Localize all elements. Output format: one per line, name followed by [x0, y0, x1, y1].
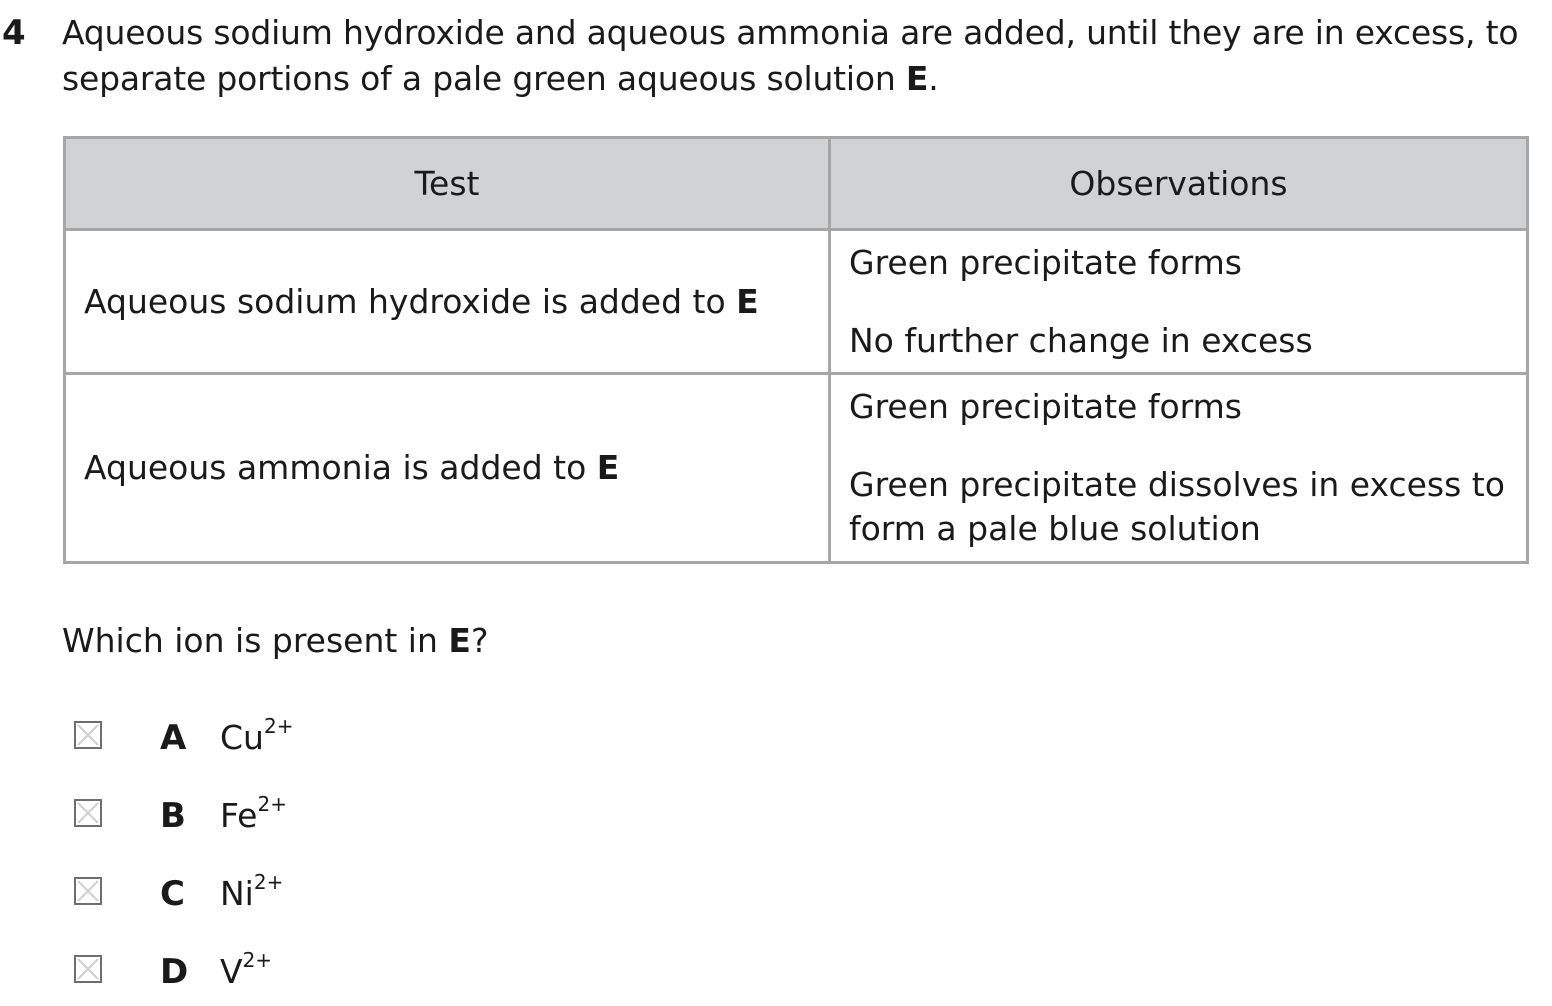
checkbox-cross-icon [76, 801, 100, 825]
observation-line: Green precipitate dissolves in excess to form a pale blue solution [849, 465, 1505, 548]
observation-line: Green precipitate forms [849, 387, 1242, 426]
stem-solution-label: E [905, 59, 929, 98]
test-cell [65, 374, 830, 563]
checkbox-cross-icon [76, 723, 100, 747]
observation-cell [830, 374, 1528, 563]
prompt-end: ? [470, 621, 489, 660]
test-cell [65, 230, 830, 374]
option-b [74, 793, 474, 839]
option-c [74, 871, 474, 917]
option-b-checkbox[interactable] [74, 799, 102, 827]
option-letter: A [160, 718, 187, 758]
table-row [65, 230, 1528, 374]
option-d [74, 949, 474, 995]
observation-line: No further change in excess [849, 320, 1313, 360]
ion-symbol: Ni [220, 874, 254, 913]
option-ion [220, 793, 287, 839]
observations-table [63, 136, 1529, 564]
question-stem [62, 10, 1522, 102]
checkbox-cross-icon [76, 879, 100, 903]
option-ion [220, 871, 283, 917]
ion-charge: 2+ [263, 714, 294, 738]
option-d-checkbox[interactable] [74, 955, 102, 983]
ion-charge: 2+ [257, 792, 287, 816]
header-test: Test [65, 138, 830, 230]
test-solution-label: E [736, 281, 759, 321]
option-c-checkbox[interactable] [74, 877, 102, 905]
ion-symbol: Cu [220, 718, 264, 757]
option-a [74, 715, 474, 761]
question-prompt [62, 618, 488, 664]
option-letter: B [160, 796, 186, 836]
option-letter: C [160, 874, 185, 914]
test-text: Aqueous sodium hydroxide is added to [84, 281, 737, 321]
test-text: Aqueous ammonia is added to [84, 448, 597, 487]
option-ion [220, 715, 293, 761]
option-ion [220, 949, 272, 995]
checkbox-cross-icon [76, 957, 100, 981]
observation-line: Green precipitate forms [849, 242, 1242, 282]
test-solution-label: E [596, 448, 620, 487]
stem-text: Aqueous sodium hydroxide and aqueous ammonia are added, until they are in excess, to separate portions of a pale green aqueous solution [62, 13, 1519, 98]
option-a-checkbox[interactable] [74, 721, 102, 749]
ion-symbol: V [220, 952, 243, 991]
option-letter: D [160, 952, 189, 992]
question-number: 4 [2, 13, 26, 53]
ion-symbol: Fe [220, 796, 258, 835]
ion-charge: 2+ [253, 870, 284, 894]
stem-end: . [928, 59, 939, 98]
prompt-solution-label: E [448, 621, 471, 660]
header-observations: Observations [830, 138, 1528, 230]
prompt-text: Which ion is present in [62, 621, 449, 660]
table-header-row [65, 138, 1528, 230]
table-row [65, 374, 1528, 563]
ion-charge: 2+ [242, 948, 273, 972]
observation-cell [830, 230, 1528, 374]
